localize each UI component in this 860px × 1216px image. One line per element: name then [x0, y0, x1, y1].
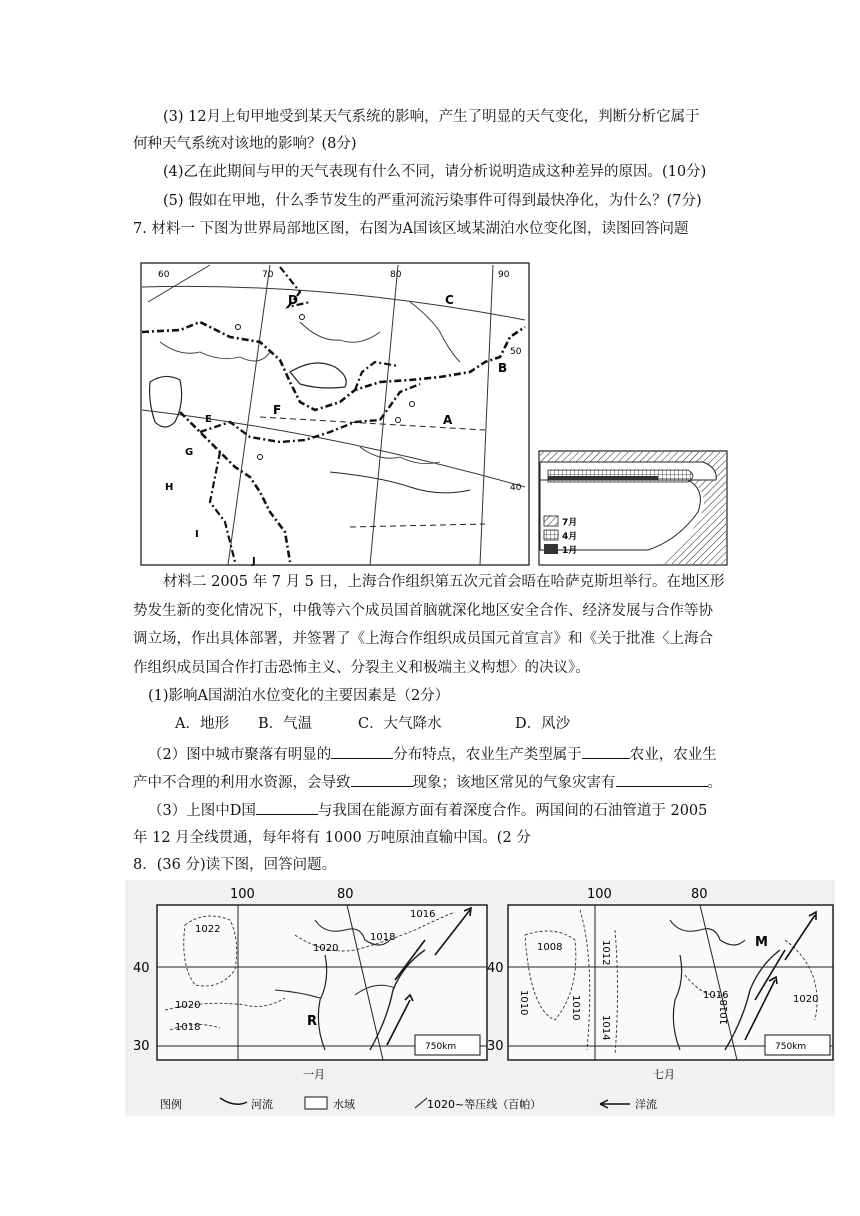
legend-current: 洋流	[635, 1098, 657, 1111]
jan-caption: 一月	[303, 1068, 325, 1081]
jul-lat-30: 30	[487, 1039, 504, 1054]
jan-lat-40: 40	[133, 961, 150, 976]
jul-isobar-1016: 1016	[703, 990, 729, 1001]
legend-isobar: 1020~等压线（百帕）	[427, 1098, 542, 1111]
july-map	[487, 887, 833, 1081]
material2-line1: 材料二 2005 年 7 月 5 日，上海合作组织第五次元首会晤在哈萨克斯坦举行。在地区形	[163, 574, 725, 590]
jan-isobar-1016: 1016	[410, 909, 436, 920]
sq2-text-f: 。	[707, 775, 722, 791]
jan-lon-80: 80	[337, 887, 354, 902]
jan-isobar-1022: 1022	[195, 924, 221, 935]
map1-label-f: F	[273, 403, 282, 417]
jul-mark-m: M	[755, 935, 768, 950]
sq3-text-a: （3）上图中D国	[148, 803, 256, 819]
material2-line2: 势发生新的变化情况下，中俄等六个成员国首脑就深化地区安全合作、经济发展与合作等协	[133, 603, 713, 619]
option-b: B．气温	[258, 716, 313, 732]
q7-subquestion-1: (1)影响A国湖泊水位变化的主要因素是（2分）	[148, 688, 450, 704]
map1-label-c: C	[445, 293, 454, 307]
q7-intro: 7. 材料一 下图为世界局部地区图，右图为A国该区域某湖泊水位变化图，读图回答问题	[133, 221, 689, 237]
jan-mark-r: R	[307, 1014, 318, 1029]
lake-legend-july: 7月	[562, 518, 578, 528]
legend-water: 水域	[333, 1098, 355, 1111]
sq2-text-b: 分布特点，农业生产类型属于	[393, 747, 582, 763]
map1-label-a: A	[443, 413, 453, 427]
jul-isobar-1014: 1014	[600, 1015, 611, 1041]
map1-lon-60: 60	[158, 270, 170, 280]
q7-subquestion-3-line1	[148, 800, 707, 821]
jul-lat-40: 40	[487, 961, 504, 976]
map1-lon-70: 70	[262, 270, 274, 280]
sq2-text-c: 农业，农业生	[629, 747, 717, 763]
q7-subquestion-2-line1	[148, 744, 717, 765]
q6-part5: (5) 假如在甲地，什么季节发生的严重河流污染事件可得到最快净化，为什么？(7分)	[163, 193, 702, 209]
jan-lat-30: 30	[133, 1039, 150, 1054]
jul-isobar-1008: 1008	[537, 942, 563, 953]
q7-subquestion-3-line2: 年 12 月全线贯通，每年将有 1000 万吨原油直输中国。(2 分	[133, 830, 531, 846]
lake-legend-january: 1月	[562, 546, 578, 556]
map1-label-h: H	[165, 482, 174, 493]
q7-subquestion-2-line2	[133, 772, 722, 793]
map1-label-b: B	[498, 361, 508, 375]
material2-line4: 作组织成员国合作打击恐怖主义、分裂主义和极端主义构想〉的决议》。	[133, 660, 590, 676]
answer-blank-4[interactable]	[616, 772, 708, 787]
map1-label-i: I	[195, 529, 199, 540]
jul-isobar-1020: 1020	[793, 994, 819, 1005]
jan-isobar-1020a: 1020	[313, 943, 339, 954]
jan-scale: 750km	[425, 1042, 457, 1052]
map1-label-g: G	[185, 447, 194, 458]
lake-legend-april: 4月	[562, 532, 578, 542]
map1-lat-50: 50	[510, 347, 522, 357]
jul-isobar-1010b: 1010	[570, 995, 581, 1021]
answer-blank-3[interactable]	[351, 772, 413, 787]
jan-isobar-1018b: 1018	[175, 1022, 201, 1033]
map1-lat-40: 40	[510, 483, 522, 493]
central-asia-map	[140, 262, 532, 567]
jul-scale: 750km	[775, 1042, 807, 1052]
lake-level-diagram	[538, 450, 728, 566]
map1-lon-80: 80	[390, 270, 402, 280]
map1-label-d: D	[288, 293, 298, 307]
answer-blank-1[interactable]	[331, 744, 393, 759]
sq2-text-d: 产中不合理的利用水资源，会导致	[133, 775, 351, 791]
jul-isobar-1018: 1018	[719, 999, 730, 1025]
january-map	[133, 887, 487, 1081]
map1-label-j: J	[252, 556, 256, 567]
answer-blank-2[interactable]	[582, 744, 630, 759]
sq2-text-e: 现象；该地区常见的气象灾害有	[412, 775, 616, 791]
jul-isobar-1010a: 1010	[518, 990, 529, 1016]
sq2-text-a: （2）图中城市聚落有明显的	[148, 747, 332, 763]
legend-river: 河流	[251, 1098, 273, 1111]
option-d: D．风沙	[515, 716, 571, 732]
north-america-maps	[125, 880, 835, 1116]
jul-lon-80: 80	[691, 887, 708, 902]
legend-title: 图例	[160, 1098, 182, 1111]
q8-intro: 8．(36 分)读下图，回答问题。	[133, 857, 337, 873]
answer-blank-5[interactable]	[256, 800, 318, 815]
map1-lon-90: 90	[498, 270, 510, 280]
q6-part4: (4)乙在此期间与甲的天气表现有什么不同，请分析说明造成这种差异的原因。(10分)	[163, 164, 707, 180]
jan-lon-100: 100	[230, 887, 255, 902]
option-a: A．地形	[175, 716, 229, 732]
jan-isobar-1020b: 1020	[175, 1000, 201, 1011]
jul-lon-100: 100	[587, 887, 612, 902]
q6-part3-line2: 何种天气系统对该地的影响？(8分)	[133, 136, 357, 152]
map1-label-e: E	[205, 414, 212, 425]
sq3-text-b: 与我国在能源方面有着深度合作。两国间的石油管道于 2005	[317, 803, 708, 819]
jul-isobar-1012: 1012	[600, 940, 611, 966]
q6-part3-line1: (3) 12月上旬甲地受到某天气系统的影响，产生了明显的天气变化，判断分析它属于	[163, 109, 700, 125]
material2-line3: 调立场，作出具体部署，并签署了《上海合作组织成员国元首宣言》和《关于批准〈上海合	[133, 631, 713, 647]
option-c: C．大气降水	[358, 716, 442, 732]
jan-isobar-1018a: 1018	[370, 932, 396, 943]
jul-caption: 七月	[653, 1068, 675, 1081]
